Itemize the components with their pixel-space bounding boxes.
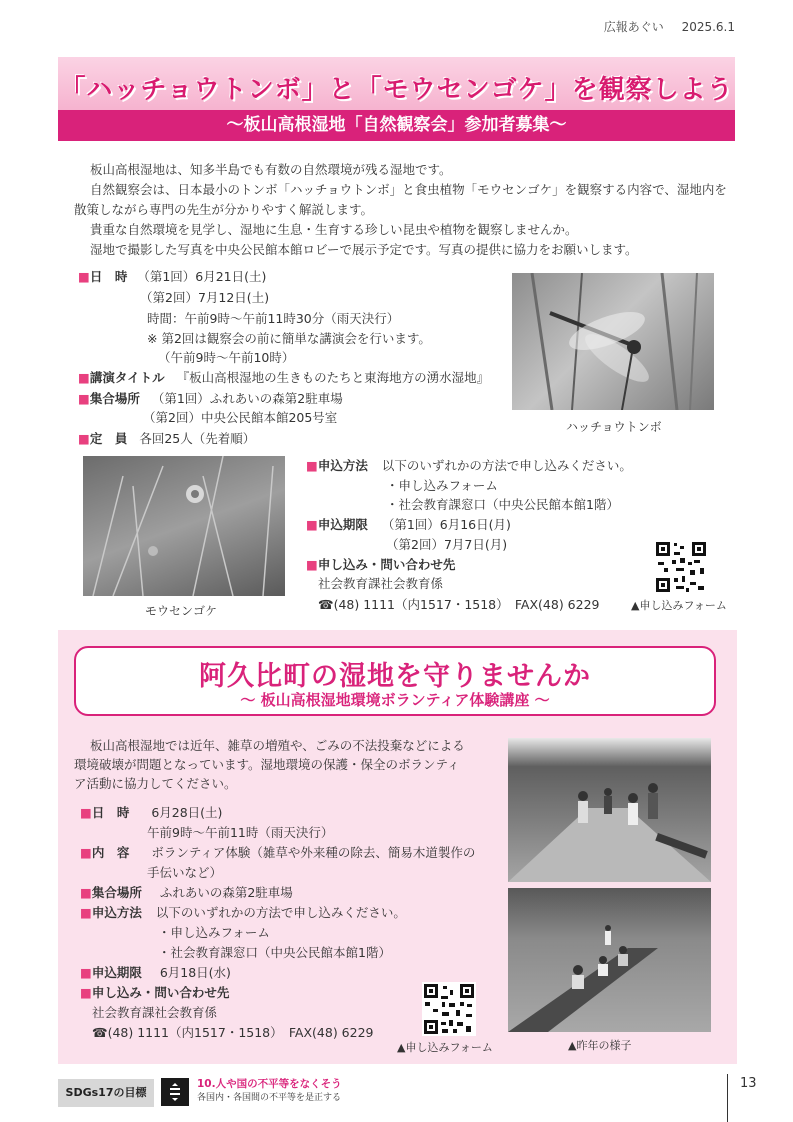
apply-method-label: 申込方法 [91, 905, 142, 920]
contact-tel: ☎(48) 1111（内1517・1518） FAX(48) 6229 [92, 1025, 374, 1040]
sdgs-goal10-icon [161, 1078, 189, 1106]
capacity-row: ■定 員 各回25人（先着順） [78, 431, 256, 446]
section2-banner [74, 646, 716, 716]
schedule-note: ※ 第2回は観察会の前に簡単な講演会を行います。 [147, 331, 431, 346]
dragonfly-caption: ハッチョウトンボ [566, 420, 662, 434]
intro-line: 環境破壊が問題となっています。湿地環境の保護・保全のボランティ [74, 757, 460, 772]
sundew-caption: モウセンゴケ [145, 604, 218, 618]
contact-dept: 社会教育課社会教育係 [318, 576, 444, 591]
section2-subtitle: 〜 板山高根湿地環境ボランティア体験講座 〜 [240, 691, 550, 709]
sundew-icon [83, 456, 285, 596]
apply-option: ・社会教育課窓口（中央公民館本館1階） [158, 945, 391, 960]
place-row: ■集合場所 （第1回）ふれあいの森第2駐車場 [78, 391, 343, 406]
section2-intro [74, 736, 490, 793]
publication-name: 広報あぐい [603, 20, 664, 34]
sundew-photo [83, 456, 285, 596]
apply-method-row: ■申込方法 以下のいずれかの方法で申し込みください。 [80, 905, 406, 920]
section1-intro [74, 160, 750, 260]
qr-caption: ▲申し込みフォーム [397, 1041, 493, 1054]
content-value: 手伝いなど） [147, 865, 223, 880]
place-label: 集合場所 [91, 885, 142, 900]
lecture-label: 講演タイトル [89, 370, 165, 385]
qr-code-icon [654, 540, 708, 594]
deadline-value: （第1回）6月16日(月) [381, 517, 511, 532]
schedule-row: ■日 時 6月28日(土) [80, 805, 223, 820]
place-row: ■集合場所 ふれあいの森第2駐車場 [80, 885, 293, 900]
people-icon [508, 738, 711, 882]
apply-method-value: 以下のいずれかの方法で申し込みください。 [381, 458, 632, 473]
sdgs-goal-title: 10.人や国の不平等をなくそう [197, 1078, 342, 1090]
contact-label: 申し込み・問い合わせ先 [317, 557, 456, 572]
schedule-value: （第1回）6月21日(土) [137, 269, 267, 284]
intro-line: 貴重な自然環境を見学し、湿地に生息・生育する珍しい昆虫や植物を観察しませんか。 [90, 222, 578, 237]
schedule-row: ■日 時 （第1回）6月21日(土) [78, 269, 267, 284]
schedule-label: 日 時 [91, 805, 130, 820]
intro-line: 板山高根湿地は、知多半島でも有数の自然環境が残る湿地です。 [90, 162, 452, 177]
sdgs-goal-subtitle: 各国内・各国間の不平等を是正する [197, 1093, 342, 1103]
people-icon [508, 888, 711, 1032]
publication-date: 2025.6.1 [681, 20, 735, 34]
deadline-value: （第2回）7月7日(月) [386, 537, 508, 552]
deadline-label: 申込期限 [91, 965, 142, 980]
deadline-value: 6月18日(水) [159, 965, 231, 980]
section1-banner [58, 57, 735, 141]
contact-row: ■申し込み・問い合わせ先 [80, 985, 230, 1000]
apply-option: ・申し込みフォーム [158, 925, 270, 940]
content-row: ■内 容 ボランティア体験（雑草や外来種の除去、簡易木道製作の [80, 845, 476, 860]
photo-caption: ▲昨年の様子 [568, 1039, 632, 1052]
sdgs-label: SDGs17の目標 [58, 1079, 154, 1107]
intro-line: 湿地で撮影した写真を中央公民館本館ロビーで展示予定です。写真の提供に協力をお願いします。 [90, 242, 638, 257]
lecture-row: ■講演タイトル 『板山高根湿地の生きものたちと東海地方の湧水湿地』 [78, 370, 490, 385]
intro-line: 散策しながら専門の先生が分かりやすく解説します。 [74, 202, 374, 217]
qr-caption: ▲申し込みフォーム [631, 599, 727, 612]
content-value: ボランティア体験（雑草や外来種の除去、簡易木道製作の [151, 845, 476, 860]
apply-option: ・社会教育課窓口（中央公民館本館1階） [386, 497, 619, 512]
apply-method-row: ■申込方法 以下のいずれかの方法で申し込みください。 [306, 458, 632, 473]
dragonfly-photo [512, 273, 714, 410]
qr-code[interactable] [422, 982, 476, 1036]
contact-label: 申し込み・問い合わせ先 [91, 985, 230, 1000]
apply-method-value: 以下のいずれかの方法で申し込みください。 [155, 905, 406, 920]
schedule-value: 6月28日(土) [151, 805, 223, 820]
deadline-label: 申込期限 [317, 517, 368, 532]
place-value: ふれあいの森第2駐車場 [159, 885, 293, 900]
schedule-value: 午前9時〜午前11時（雨天決行） [147, 825, 334, 840]
qr-code[interactable] [654, 540, 708, 594]
header-info [590, 18, 735, 35]
content-label: 内 容 [91, 845, 130, 860]
apply-method-label: 申込方法 [317, 458, 368, 473]
capacity-label: 定 員 [89, 431, 128, 446]
footer-divider [727, 1074, 728, 1122]
qr-code-icon [422, 982, 476, 1036]
intro-line: 板山高根湿地では近年、雑草の増殖や、ごみの不法投棄などによる [90, 738, 465, 753]
schedule-value: 時間：午前9時〜午前11時30分（雨天決行） [147, 311, 400, 326]
page-number: 13 [740, 1076, 757, 1091]
section2-title: 阿久比町の湿地を守りませんか [199, 661, 591, 692]
contact-tel: ☎(48) 1111（内1517・1518） FAX(48) 6229 [318, 597, 600, 612]
contact-row: ■申し込み・問い合わせ先 [306, 557, 456, 572]
lecture-value: 『板山高根湿地の生きものたちと東海地方の湧水湿地』 [176, 370, 490, 385]
capacity-value: 各回25人（先着順） [139, 431, 256, 446]
apply-option: ・申し込みフォーム [386, 478, 498, 493]
place-label: 集合場所 [89, 391, 140, 406]
intro-line: ア活動に協力してください。 [74, 776, 237, 791]
schedule-note: （午前9時〜午前10時） [158, 350, 295, 365]
place-value: （第2回）中央公民館本館205号室 [143, 410, 338, 425]
section1-title: 「ハッチョウトンボ」と「モウセンゴケ」を観察しよう [59, 75, 734, 105]
contact-dept: 社会教育課社会教育係 [92, 1005, 218, 1020]
place-value: （第1回）ふれあいの森第2駐車場 [151, 391, 343, 406]
schedule-label: 日 時 [89, 269, 128, 284]
intro-line: 自然観察会は、日本最小のトンボ「ハッチョウトンボ」と食虫植物「モウセンゴケ」を観察する内容で、湿地内を [90, 182, 727, 197]
volunteer-photo-2 [508, 888, 711, 1032]
deadline-row: ■申込期限 （第1回）6月16日(月) [306, 517, 511, 532]
dragonfly-icon [512, 273, 714, 410]
schedule-value: （第2回）7月12日(土) [140, 290, 270, 305]
deadline-row: ■申込期限 6月18日(水) [80, 965, 231, 980]
volunteer-photo-1 [508, 738, 711, 882]
section1-subtitle: 〜板山高根湿地「自然観察会」参加者募集〜 [58, 110, 735, 141]
